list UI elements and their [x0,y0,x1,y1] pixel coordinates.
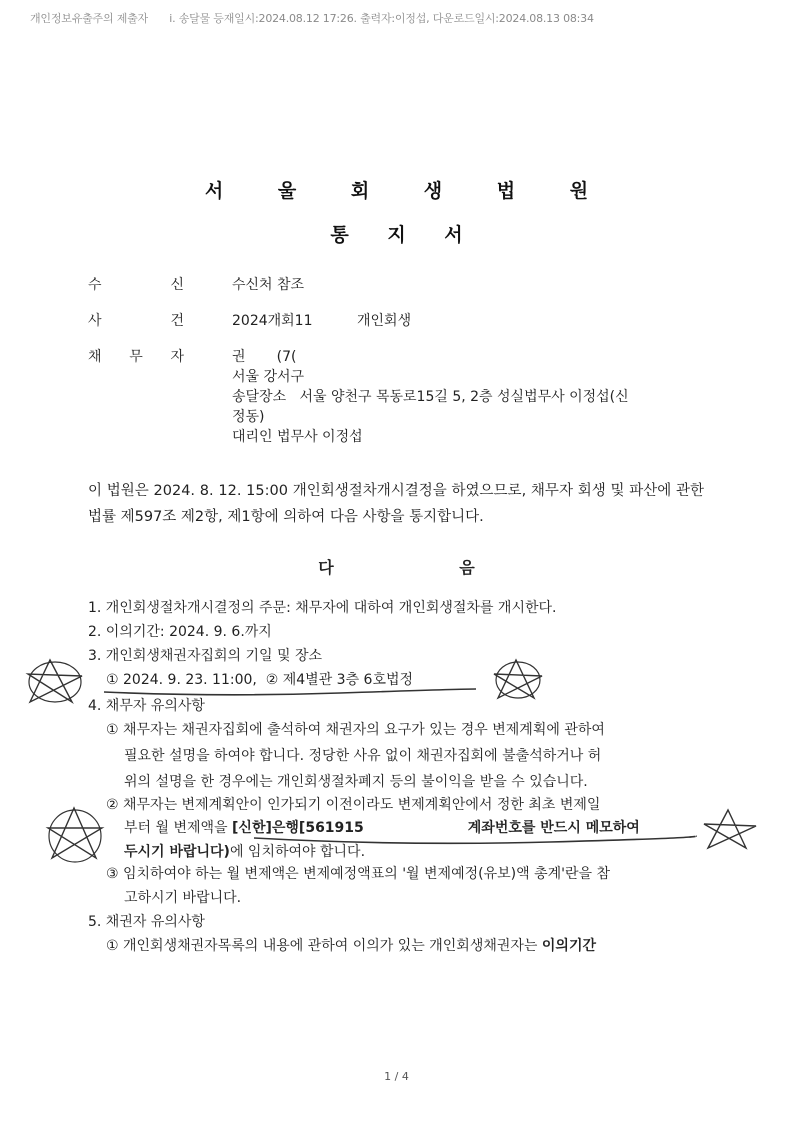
item-4-2-line1: ② 채무자는 변제계획안이 인가되기 이전이라도 변제계획안에서 정한 최초 변제일 [106,797,601,813]
handwritten-underline [250,832,700,848]
item-5: 5. 채권자 유의사항 [88,914,205,930]
service-address-cont: 정동) [232,409,265,425]
field-value-case: 2024개회11 개인회생 [232,313,412,329]
field-value-recipient: 수신처 참조 [232,277,305,293]
header-print-info: i. 송달물 등재일시:2024.08.12 17:26. 출력자:이정섭, 다운로드일시:2024.08.13 08:34 [169,12,594,25]
agent: 대리인 법무사 이정섭 [232,429,363,445]
star-doodle-icon [700,804,760,856]
handwritten-underline [100,683,480,699]
item-2: 2. 이의기간: 2024. 9. 6.까지 [88,624,272,640]
star-doodle-icon [40,800,110,870]
document-title: 통 지 서 [330,224,479,246]
item-3: 3. 개인회생채권자집회의 기일 및 장소 [88,648,323,664]
field-value-debtor: 권 (7( [232,349,297,365]
header-left: 개인정보유출주의 제출자 [30,12,148,25]
star-doodle-icon [20,652,90,712]
item-4-2-line2: 부터 월 변제액을 [신한]은행[561915 계좌번호를 반드시 메모하여 [124,820,640,836]
service-address: 송달장소 서울 양천구 목동로15길 5, 2층 성실법무사 이정섭(신 [232,389,629,405]
item-1: 1. 개인회생절차개시결정의 주문: 채무자에 대하여 개인회생절차를 개시한다. [88,600,557,616]
page-number: 1 / 4 [384,1070,409,1083]
item-5-1-line1: ① 개인회생채권자목록의 내용에 관하여 이의가 있는 개인회생채권자는 이의기간 [106,938,597,954]
bank-account: [신한]은행[561915 [232,820,364,836]
field-label-case: 사 건 [88,313,184,329]
court-name: 서 울 회 생 법 원 [204,180,613,202]
debtor-address: 서울 강서구 [232,369,305,385]
field-label-debtor: 채 무 자 [88,349,184,365]
item-4-1-line3: 위의 설명을 한 경우에는 개인회생절차폐지 등의 불이익을 받을 수 있습니다. [124,774,588,790]
field-label-recipient: 수 신 [88,277,184,293]
item-4-3-line1: ③ 임치하여야 하는 월 변제액은 변제예정액표의 '월 변제예정(유보)액 총계'란을 참 [106,866,610,882]
item-4-2-line3: 두시기 바랍니다)에 임치하여야 합니다. [124,844,366,860]
item-4: 4. 채무자 유의사항 [88,698,205,714]
item-3-detail: ① 2024. 9. 23. 11:00, ② 제4별관 3층 6호법정 [106,672,414,688]
print-header [30,10,594,26]
star-doodle-icon [488,654,548,704]
item-4-1-line1: ① 채무자는 채권자집회에 출석하여 채권자의 요구가 있는 경우 변제계획에 관하여 [106,722,605,738]
intro-paragraph: 이 법원은 2024. 8. 12. 15:00 개인회생절차개시결정을 하였으므로, 채무자 회생 및 파산에 관한 법률 제597조 제2항, 제1항에 의하여 다음 사항을 통지합니다. [88,483,704,525]
item-4-3-line2: 고하시기 바랍니다. [124,890,242,906]
item-4-1-line2: 필요한 설명을 하여야 합니다. 정당한 사유 없이 채권자집회에 불출석하거나 허 [124,748,602,764]
section-heading: 다 음 [318,558,535,577]
